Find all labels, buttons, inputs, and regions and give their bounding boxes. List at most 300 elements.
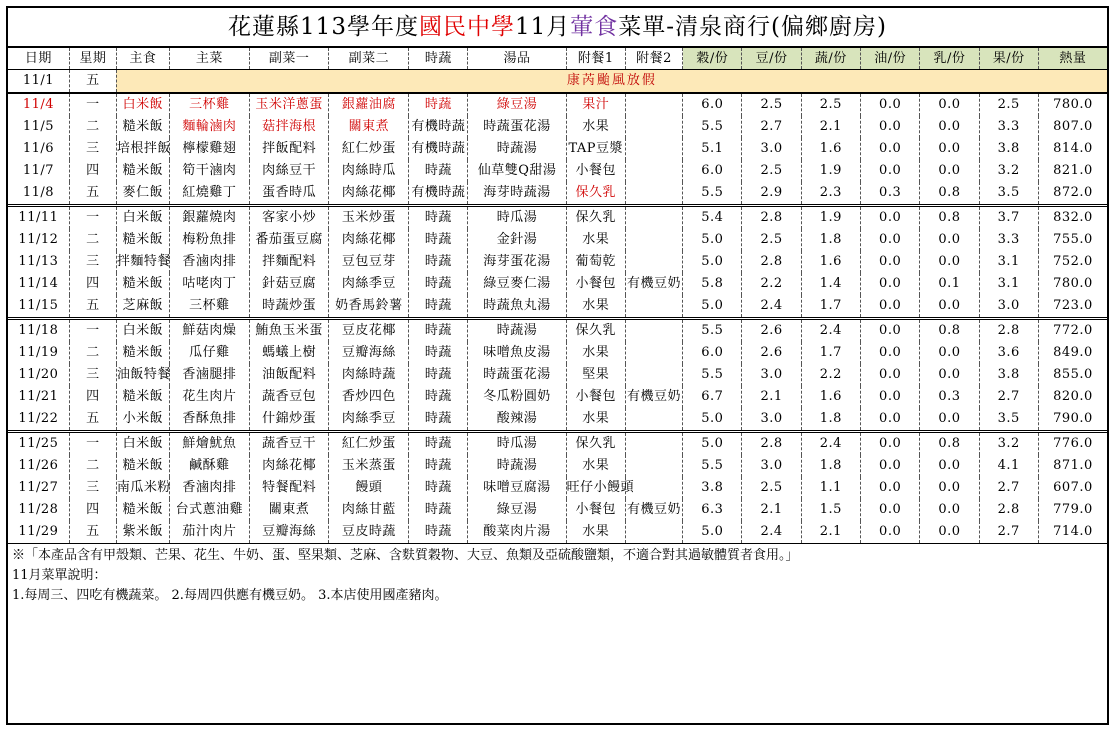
main-dish-cell: 咕咾肉丁	[170, 273, 250, 295]
header-extra2: 附餐2	[625, 48, 682, 70]
date-cell: 11/26	[8, 455, 69, 477]
bean-portion-cell: 3.0	[742, 364, 801, 386]
side-dish-1-cell: 鮪魚玉米蛋	[249, 319, 329, 343]
grain-portion-cell: 5.0	[683, 229, 742, 251]
bean-portion-cell: 2.1	[742, 499, 801, 521]
calories-cell: 820.0	[1053, 389, 1093, 404]
side-dish-1-cell: 蔬香豆干	[249, 432, 329, 456]
calories-cell: 790.0	[1038, 408, 1107, 432]
weekday-cell: 一	[69, 93, 116, 116]
date-cell: 11/11	[8, 206, 69, 230]
staple-cell: 拌麵特餐	[116, 251, 169, 273]
bean-portion-cell: 2.1	[742, 386, 801, 408]
calories-cell: 832.0	[1053, 210, 1093, 225]
milk-portion-cell: 0.0	[920, 251, 979, 273]
menu-row	[8, 477, 1107, 499]
main-dish-cell: 梅粉魚排	[170, 229, 250, 251]
extra-1-cell: TAP豆漿	[566, 138, 625, 160]
calories-cell: 855.0	[1053, 367, 1093, 382]
vegetable-portion-cell: 2.5	[801, 93, 860, 116]
milk-portion-cell: 0.0	[920, 364, 979, 386]
main-dish-cell: 香酥魚排	[170, 408, 250, 432]
bean-portion-cell: 2.8	[742, 206, 801, 230]
grain-portion-cell: 5.4	[683, 206, 742, 230]
vegetable-portion-cell: 1.6	[801, 138, 860, 160]
menu-row	[8, 138, 1107, 160]
side-dish-2-cell: 紅仁炒蛋	[329, 138, 409, 160]
calories-cell: 849.0	[1053, 345, 1093, 360]
bean-portion-cell: 2.7	[742, 116, 801, 138]
extra-1-cell: 堅果	[566, 364, 625, 386]
vegetable-portion-cell: 1.9	[801, 206, 860, 230]
vegetable-cell: 時蔬	[409, 432, 468, 456]
extra-2-cell	[625, 182, 682, 206]
main-dish-cell: 香滷肉排	[170, 251, 250, 273]
vegetable-cell: 時蔬	[409, 521, 468, 544]
date-cell: 11/28	[8, 499, 69, 521]
bean-portion-cell: 3.0	[742, 408, 801, 432]
grain-portion-cell: 5.0	[683, 432, 742, 456]
extra-1-cell: 水果	[566, 295, 625, 319]
soup-cell: 綠豆湯	[468, 93, 566, 116]
soup-cell: 綠豆麥仁湯	[468, 273, 566, 295]
milk-portion-cell: 0.8	[920, 432, 979, 456]
side-dish-1-cell: 菇拌海根	[249, 116, 329, 138]
menu-row	[8, 93, 1107, 116]
milk-portion-cell: 0.0	[920, 160, 979, 182]
side-dish-2-cell: 肉絲季豆	[329, 408, 409, 432]
side-dish-1-cell: 番茄蛋豆腐	[249, 229, 329, 251]
extra-2-cell	[625, 319, 682, 343]
fruit-portion-cell: 4.1	[979, 455, 1038, 477]
milk-portion-cell: 0.0	[920, 455, 979, 477]
date-cell: 11/29	[8, 521, 69, 544]
date-cell: 11/5	[8, 116, 69, 138]
soup-cell: 酸菜肉片湯	[468, 521, 566, 544]
grain-portion-cell: 5.8	[683, 273, 742, 295]
extra-1-cell: 保久乳	[566, 206, 625, 230]
weekday-cell: 五	[69, 521, 116, 544]
weekday-cell: 五	[69, 182, 116, 206]
milk-portion-cell: 0.0	[920, 229, 979, 251]
milk-portion-cell: 0.0	[920, 93, 979, 116]
staple-cell: 糙米飯	[116, 229, 169, 251]
menu-row	[8, 521, 1107, 544]
menu-row	[8, 251, 1107, 273]
vegetable-portion-cell: 1.7	[801, 295, 860, 319]
side-dish-1-cell: 螞蟻上樹	[249, 342, 329, 364]
extra-1-cell: 水果	[566, 229, 625, 251]
title-part-4: 葷食	[570, 14, 619, 40]
date-cell: 11/21	[8, 386, 69, 408]
grain-portion-cell: 5.0	[683, 408, 742, 432]
fruit-portion-cell: 3.5	[979, 182, 1038, 206]
calories-cell: 814.0	[1053, 141, 1093, 156]
soup-cell: 時蔬湯	[468, 319, 566, 343]
soup-cell: 時蔬湯	[468, 455, 566, 477]
oil-portion-cell: 0.0	[861, 319, 920, 343]
side-dish-2-cell: 銀蘿油腐	[329, 93, 409, 116]
main-dish-cell: 鮮菇肉燥	[170, 319, 250, 343]
extra-1-cell: 水果	[566, 116, 625, 138]
menu-table	[8, 48, 1107, 544]
weekday-cell: 四	[69, 386, 116, 408]
header-soup: 湯品	[468, 48, 566, 70]
oil-portion-cell: 0.0	[861, 295, 920, 319]
milk-portion-cell: 0.0	[920, 521, 979, 544]
fruit-portion-cell: 3.7	[979, 206, 1038, 230]
holiday-banner: 康芮颱風放假	[116, 70, 1107, 94]
staple-cell: 糙米飯	[116, 273, 169, 295]
side-dish-2-cell: 肉絲時瓜	[329, 160, 409, 182]
vegetable-cell: 時蔬	[409, 273, 468, 295]
milk-portion-cell: 0.0	[920, 138, 979, 160]
menu-row	[8, 319, 1107, 343]
oil-portion-cell: 0.0	[861, 93, 920, 116]
milk-portion-cell: 0.0	[920, 295, 979, 319]
soup-cell: 仙草雙Q甜湯	[468, 160, 566, 182]
side-dish-2-cell: 關東煮	[329, 116, 409, 138]
side-dish-2-cell: 饅頭	[329, 477, 409, 499]
fruit-portion-cell: 3.6	[979, 342, 1038, 364]
extra-2-cell	[625, 138, 682, 160]
header-oil: 油/份	[861, 48, 920, 70]
side-dish-1-cell: 關東煮	[249, 499, 329, 521]
weekday-cell: 一	[69, 432, 116, 456]
oil-portion-cell: 0.0	[861, 273, 920, 295]
side-dish-1-cell: 蔬香豆包	[249, 386, 329, 408]
header-calories: 熱量	[1038, 48, 1107, 70]
vegetable-cell: 時蔬	[409, 499, 468, 521]
grain-portion-cell: 6.0	[683, 160, 742, 182]
side-dish-2-cell: 奶香馬鈴薯	[329, 295, 409, 319]
grain-portion-cell: 5.0	[683, 251, 742, 273]
extra-1-cell: 水果	[566, 408, 625, 432]
date-cell: 11/8	[8, 182, 69, 206]
extra-2-cell	[625, 521, 682, 544]
vegetable-cell: 時蔬	[409, 342, 468, 364]
fruit-portion-cell: 3.0	[979, 295, 1038, 319]
menu-row	[8, 273, 1107, 295]
side-dish-2-cell: 玉米蒸蛋	[329, 455, 409, 477]
main-dish-cell: 香滷腿排	[170, 364, 250, 386]
side-dish-2-cell: 肉絲花椰	[329, 229, 409, 251]
weekday-cell: 四	[69, 499, 116, 521]
soup-cell: 金針湯	[468, 229, 566, 251]
side-dish-2-cell: 豆皮時蔬	[329, 521, 409, 544]
milk-portion-cell: 0.3	[920, 386, 979, 408]
bean-portion-cell: 2.5	[742, 93, 801, 116]
grain-portion-cell: 6.7	[683, 386, 742, 408]
menu-row	[8, 229, 1107, 251]
bean-portion-cell: 3.0	[742, 455, 801, 477]
side-dish-2-cell: 肉絲甘藍	[329, 499, 409, 521]
milk-portion-cell: 0.8	[920, 319, 979, 343]
weekday-cell: 一	[69, 319, 116, 343]
side-dish-1-cell: 肉絲花椰	[249, 455, 329, 477]
oil-portion-cell: 0.0	[861, 477, 920, 499]
oil-portion-cell: 0.0	[861, 499, 920, 521]
weekday-cell: 五	[69, 295, 116, 319]
vegetable-cell: 時蔬	[409, 229, 468, 251]
milk-portion-cell: 0.8	[920, 206, 979, 230]
milk-portion-cell: 0.8	[920, 182, 979, 206]
side-dish-2-cell: 肉絲季豆	[329, 273, 409, 295]
soup-cell: 時蔬蛋花湯	[468, 364, 566, 386]
vegetable-cell: 時蔬	[409, 364, 468, 386]
main-dish-cell: 銀蘿燒肉	[170, 206, 250, 230]
oil-portion-cell: 0.0	[861, 386, 920, 408]
side-dish-2-cell: 豆包豆芽	[329, 251, 409, 273]
header-veg: 時蔬	[409, 48, 468, 70]
vegetable-cell: 時蔬	[409, 251, 468, 273]
menu-row	[8, 499, 1107, 521]
vegetable-cell: 有機時蔬	[409, 182, 468, 206]
weekday-cell: 一	[69, 206, 116, 230]
weekday-cell: 四	[69, 273, 116, 295]
extra-2-cell: 有機豆奶	[625, 273, 682, 295]
bean-portion-cell: 2.2	[742, 273, 801, 295]
vegetable-cell: 時蔬	[409, 160, 468, 182]
oil-portion-cell: 0.0	[861, 229, 920, 251]
date-cell: 11/22	[8, 408, 69, 432]
extra-1-cell: 水果	[566, 521, 625, 544]
fruit-portion-cell: 3.2	[979, 160, 1038, 182]
bean-portion-cell: 2.9	[742, 182, 801, 206]
date-cell: 11/27	[8, 477, 69, 499]
milk-portion-cell: 0.0	[920, 499, 979, 521]
bean-portion-cell: 2.6	[742, 342, 801, 364]
fruit-portion-cell: 3.5	[979, 408, 1038, 432]
calories-cell: 807.0	[1053, 119, 1093, 134]
oil-portion-cell: 0.0	[861, 408, 920, 432]
grain-portion-cell: 5.1	[683, 138, 742, 160]
header-row	[8, 48, 1107, 70]
page-title	[8, 8, 1107, 48]
side-dish-1-cell: 蛋香時瓜	[249, 182, 329, 206]
main-dish-cell: 瓜仔雞	[170, 342, 250, 364]
holiday-row	[8, 70, 1107, 94]
vegetable-portion-cell: 1.1	[801, 477, 860, 499]
main-dish-cell: 花生肉片	[170, 386, 250, 408]
main-dish-cell: 三杯雞	[170, 93, 250, 116]
main-dish-cell: 麵輪滷肉	[170, 116, 250, 138]
fruit-portion-cell: 2.7	[979, 521, 1038, 544]
oil-portion-cell: 0.0	[861, 206, 920, 230]
grain-portion-cell: 5.5	[683, 455, 742, 477]
soup-cell: 味噌豆腐湯	[468, 477, 566, 499]
date-cell: 11/6	[8, 138, 69, 160]
main-dish-cell: 台式蔥油雞	[170, 499, 250, 521]
vegetable-portion-cell: 2.1	[801, 521, 860, 544]
vegetable-portion-cell: 1.9	[801, 160, 860, 182]
fruit-portion-cell: 3.1	[979, 251, 1038, 273]
calories-cell: 780.0	[1053, 97, 1093, 112]
calories-cell: 772.0	[1053, 323, 1093, 338]
vegetable-cell: 時蔬	[409, 319, 468, 343]
bean-portion-cell: 2.8	[742, 432, 801, 456]
extra-1-cell: 保久乳	[566, 319, 625, 343]
vegetable-cell: 時蔬	[409, 295, 468, 319]
header-date: 日期	[8, 48, 69, 70]
weekday-cell: 二	[69, 229, 116, 251]
notes-heading: 11月菜單說明：	[12, 568, 107, 583]
calories-cell: 607.0	[1053, 480, 1093, 495]
main-dish-cell: 鮮燴魷魚	[170, 432, 250, 456]
side-dish-1-cell: 拌飯配料	[249, 138, 329, 160]
date-cell: 11/25	[8, 432, 69, 456]
bean-portion-cell: 3.0	[742, 138, 801, 160]
vegetable-portion-cell: 2.4	[801, 319, 860, 343]
extra-2-cell	[625, 408, 682, 432]
vegetable-cell: 時蔬	[409, 477, 468, 499]
soup-cell: 時蔬湯	[468, 138, 566, 160]
staple-cell: 糙米飯	[116, 160, 169, 182]
header-extra1: 附餐1	[566, 48, 625, 70]
header-main: 主菜	[170, 48, 250, 70]
vegetable-portion-cell: 1.8	[801, 408, 860, 432]
side-dish-1-cell: 針菇豆腐	[249, 273, 329, 295]
vegetable-cell: 有機時蔬	[409, 116, 468, 138]
extra-2-cell	[625, 206, 682, 230]
side-dish-1-cell: 玉米洋蔥蛋	[249, 93, 329, 116]
extra-1-cell: 葡萄乾	[566, 251, 625, 273]
bean-portion-cell: 2.4	[742, 295, 801, 319]
soup-cell: 酸辣湯	[468, 408, 566, 432]
main-dish-cell: 鹹酥雞	[170, 455, 250, 477]
vegetable-cell: 有機時蔬	[409, 138, 468, 160]
soup-cell: 時蔬魚丸湯	[468, 295, 566, 319]
fruit-portion-cell: 3.3	[979, 229, 1038, 251]
side-dish-1-cell: 拌麵配料	[249, 251, 329, 273]
menu-row	[8, 386, 1107, 408]
weekday-cell: 五	[69, 408, 116, 432]
side-dish-2-cell: 豆瓣海絲	[329, 342, 409, 364]
fruit-portion-cell: 2.8	[979, 319, 1038, 343]
extra-2-cell	[625, 93, 682, 116]
extra-2-cell: 有機豆奶	[625, 386, 682, 408]
vegetable-cell: 時蔬	[409, 206, 468, 230]
grain-portion-cell: 6.3	[683, 499, 742, 521]
oil-portion-cell: 0.0	[861, 455, 920, 477]
main-dish-cell: 紅燒雞丁	[170, 182, 250, 206]
vegetable-portion-cell: 2.1	[801, 116, 860, 138]
calories-cell: 723.0	[1038, 295, 1107, 319]
main-dish-cell: 茄汁肉片	[170, 521, 250, 544]
vegetable-portion-cell: 1.5	[801, 499, 860, 521]
menu-row	[8, 295, 1107, 319]
title-part-1: 花蓮縣113學年度	[228, 14, 419, 40]
holiday-weekday: 五	[69, 70, 116, 94]
weekday-cell: 二	[69, 342, 116, 364]
date-cell: 11/20	[8, 364, 69, 386]
bean-portion-cell: 2.5	[742, 229, 801, 251]
side-dish-1-cell: 什錦炒蛋	[249, 408, 329, 432]
header-fruit: 果/份	[979, 48, 1038, 70]
milk-portion-cell: 0.0	[920, 342, 979, 364]
side-dish-1-cell: 豆瓣海絲	[249, 521, 329, 544]
extra-1-cell: 小餐包	[566, 499, 625, 521]
extra-2-cell	[625, 116, 682, 138]
fruit-portion-cell: 3.2	[979, 432, 1038, 456]
allergen-note: ※「本產品含有甲殼類、芒果、花生、牛奶、蛋、堅果類、芝麻、含麩質穀物、大豆、魚類及亞硫酸鹽類，不適合對其過敏體質者食用。」	[12, 548, 799, 563]
fruit-portion-cell: 3.1	[979, 273, 1038, 295]
date-cell: 11/14	[8, 273, 69, 295]
calories-cell: 872.0	[1038, 182, 1107, 206]
grain-portion-cell: 3.8	[683, 477, 742, 499]
bean-portion-cell: 2.8	[742, 251, 801, 273]
weekday-cell: 二	[69, 455, 116, 477]
date-cell: 11/12	[8, 229, 69, 251]
menu-row	[8, 432, 1107, 456]
staple-cell: 糙米飯	[116, 342, 169, 364]
staple-cell: 白米飯	[116, 432, 169, 456]
grain-portion-cell: 5.0	[683, 295, 742, 319]
staple-cell: 紫米飯	[116, 521, 169, 544]
menu-row	[8, 206, 1107, 230]
milk-portion-cell: 0.0	[920, 477, 979, 499]
staple-cell: 培根拌飯	[116, 138, 169, 160]
side-dish-2-cell: 香炒四色	[329, 386, 409, 408]
extra-2-cell	[625, 160, 682, 182]
side-dish-2-cell: 肉絲花椰	[329, 182, 409, 206]
staple-cell: 白米飯	[116, 206, 169, 230]
weekday-cell: 三	[69, 477, 116, 499]
side-dish-2-cell: 紅仁炒蛋	[329, 432, 409, 456]
bean-portion-cell: 2.6	[742, 319, 801, 343]
staple-cell: 白米飯	[116, 93, 169, 116]
grain-portion-cell: 5.5	[683, 364, 742, 386]
grain-portion-cell: 5.5	[683, 116, 742, 138]
fruit-portion-cell: 2.7	[979, 386, 1038, 408]
menu-row	[8, 116, 1107, 138]
main-dish-cell: 檸檬雞翅	[170, 138, 250, 160]
staple-cell: 芝麻飯	[116, 295, 169, 319]
weekday-cell: 三	[69, 364, 116, 386]
extra-1-cell: 小餐包	[566, 386, 625, 408]
oil-portion-cell: 0.0	[861, 521, 920, 544]
extra-2-cell	[625, 432, 682, 456]
grain-portion-cell: 6.0	[683, 93, 742, 116]
holiday-date: 11/1	[8, 70, 69, 94]
bean-portion-cell: 2.4	[742, 521, 801, 544]
notes-section	[8, 544, 1107, 606]
menu-row	[8, 364, 1107, 386]
oil-portion-cell: 0.0	[861, 116, 920, 138]
extra-1-cell: 旺仔小饅頭	[566, 477, 625, 499]
fruit-portion-cell: 2.8	[979, 499, 1038, 521]
side-dish-1-cell: 客家小炒	[249, 206, 329, 230]
soup-cell: 時瓜湯	[468, 206, 566, 230]
header-side2: 副菜二	[329, 48, 409, 70]
calories-cell: 752.0	[1053, 254, 1093, 269]
side-dish-2-cell: 豆皮花椰	[329, 319, 409, 343]
main-dish-cell: 筍干滷肉	[170, 160, 250, 182]
staple-cell: 糙米飯	[116, 386, 169, 408]
fruit-portion-cell: 2.5	[979, 93, 1038, 116]
soup-cell: 綠豆湯	[468, 499, 566, 521]
extra-2-cell	[625, 229, 682, 251]
calories-cell: 780.0	[1053, 276, 1093, 291]
menu-row	[8, 342, 1107, 364]
extra-2-cell	[625, 364, 682, 386]
calories-cell: 755.0	[1053, 232, 1093, 247]
staple-cell: 小米飯	[116, 408, 169, 432]
header-milk: 乳/份	[920, 48, 979, 70]
milk-portion-cell: 0.0	[920, 408, 979, 432]
extra-2-cell	[625, 295, 682, 319]
menu-row	[8, 455, 1107, 477]
